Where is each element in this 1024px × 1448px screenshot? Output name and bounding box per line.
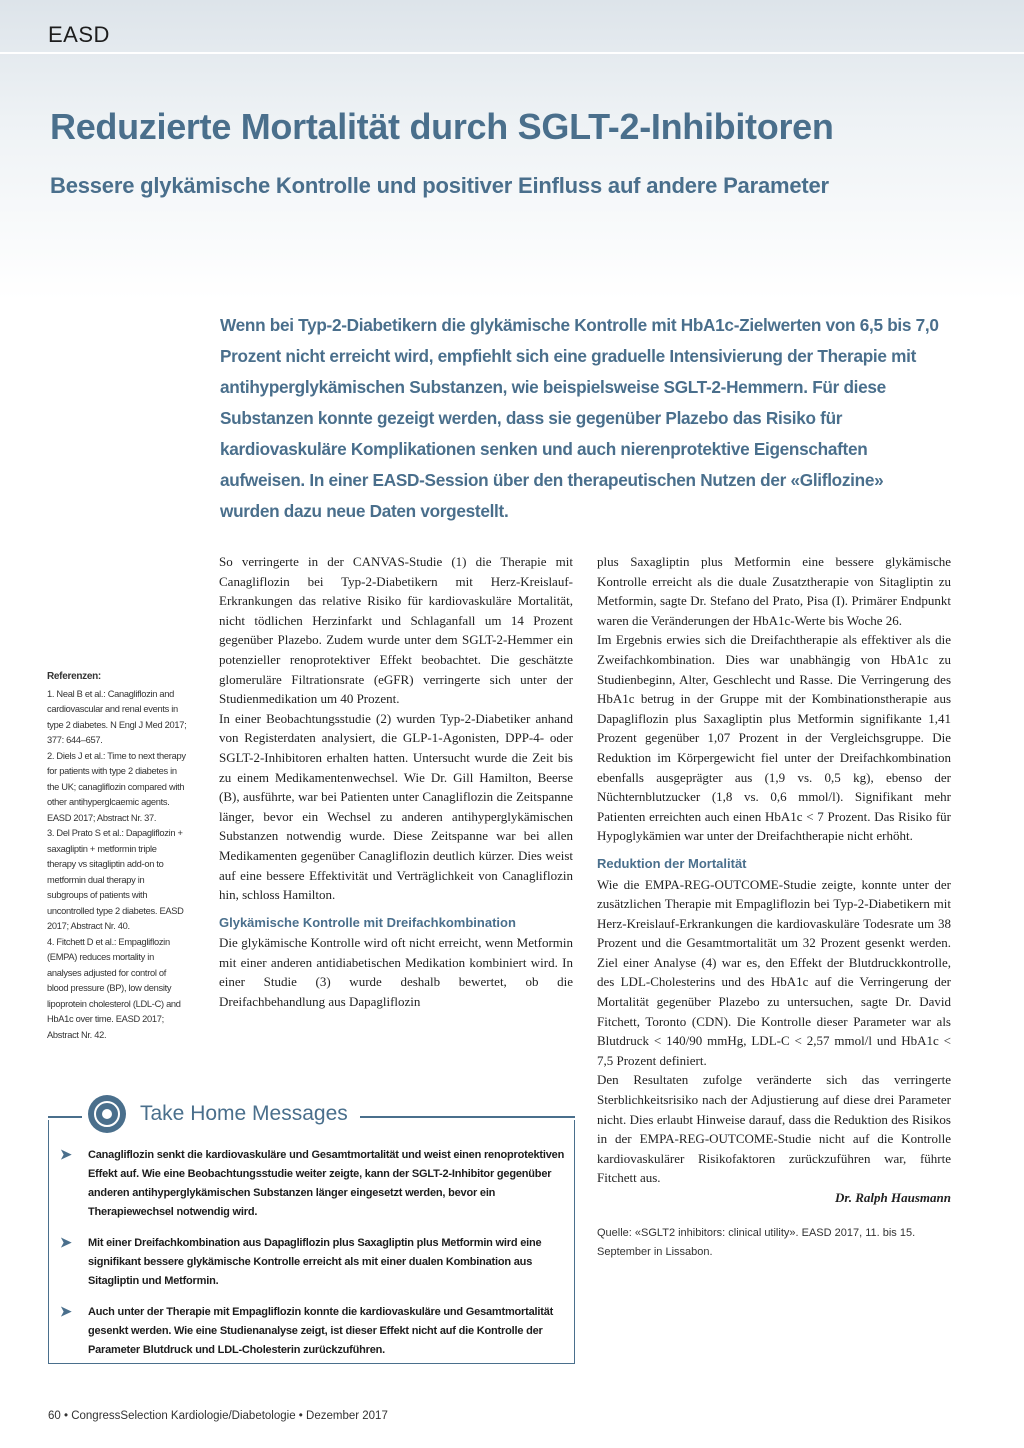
body-paragraph: Wie die EMPA-REG-OUTCOME-Studie zeigte, konnte unter der zusätzlichen Therapie mit Empagliflozin bei Typ-2-Diabetikern mit Herz-Kreislauf-Erkrankungen die kardiovaskuläre Todesrate um 38 Prozent und die Gesamtmortalität um 32 Prozent gesenkt werden. Ziel einer Analyse (4) war es, den Effekt der Blutdruckkontrolle, des LDL-Cholesterins und des HbA1c auf die Verringerung der Mortalität gegenüber Plazebo zu untersuchen, sagte Dr. David Fitchett, Toronto (CDN). Die Kontrolle dieser Parameter war als Blutdruck < 140/90 mmHg, LDL-C < 2,57 mmol/l und HbA1c < 7,5 Prozent definiert. — [597, 876, 951, 1068]
body-paragraph: plus Saxagliptin plus Metformin eine bessere glykämische Kontrolle erreicht als die duale Zusatztherapie von Sitagliptin zu Metformin, sagte Dr. Stefano del Prato, Pisa (I). Primärer Endpunkt waren die Veränderungen der HbA1c-Werte bis Woche 26. — [597, 554, 951, 628]
body-paragraph: So verringerte in der CANVAS-Studie (1) die Therapie mit Canagliflozin bei Typ-2-Diabetikern mit Herz-Kreislauf-Erkrankungen das relative Risiko für kardiovaskuläre Mortalität, nicht tödlichen Herzinfarkt und Schlaganfall um 14 Prozent gegenüber Plazebo. Zudem wurde unter dem SGLT-2-Hemmer ein potenzieller renoprotektiver Effekt beobachtet. Die geschätzte glomeruläre Filtrationsrate (eGFR) verringerte sich unter der Studienmedikation um 40 Prozent. — [219, 554, 573, 707]
body-paragraph: Im Ergebnis erwies sich die Dreifachtherapie als effektiver als die Zweifachkombination. Dies war unabhängig von HbA1c zu Studienbeginn, Alter, Geschlecht und Rasse. Die Verringerung des HbA1c betrug in der Gruppe mit der Kombinationstherapie aus Dapagliflozin plus Saxagliptin plus Metformin signifikante 1,41 Prozent gegenüber 1,07 Prozent in der Vergleichsgruppe. Die Reduktion im Körpergewicht fiel unter der Dreifachkombination ebenfalls ausgeprägter aus (1,9 vs. 0,5 kg), ebenso der Nüchternblutzucker (1,8 vs. 0,6 mmol/l). Signifikant mehr Patienten erreichten auch einen HbA1c < 7 Prozent. Das Risiko für Hypoglykämien war unter der Dreifachtherapie nicht erhöht. — [597, 632, 951, 844]
take-home-list — [60, 1146, 570, 1372]
body-paragraph: In einer Beobachtungsstudie (2) wurden Typ-2-Diabetiker anhand von Registerdaten analysiert, die GLP-1-Agonisten, DPP-4- oder SGLT-2-Inhibitoren erhalten hatten. Untersucht wurde die Zeit bis zu einem Medikamentenwechsel. Wie Dr. Gill Hamilton, Beerse (B), ausführte, war bei Patienten unter Canagliflozin die Zeitspanne länger, bevor ein Wechsel zu anderen antihyperglykämischen Substanzen notwendig wurde. Diese Zeitspanne war bei allen Medikamenten gegenüber Canagliflozin deutlich kürzer. Dies weist auf eine bessere Effektivität und Verträglichkeit von Canagliflozin hin, schloss Hamilton. — [219, 710, 573, 903]
section-label: EASD — [48, 22, 110, 47]
take-home-text: Auch unter der Therapie mit Empagliflozin konnte die kardiovaskuläre und Gesamtmortalität gesenkt werden. Wie eine Studienanalyse zeigt, ist dieser Effekt nicht auf die Kontrolle der Parameter Blutdruck und LDL-Cholesterin zurückzuführen. — [88, 1306, 554, 1356]
take-home-rule-left — [48, 1116, 82, 1118]
source-note: Quelle: «SGLT2 inhibitors: clinical utility». EASD 2017, 11. bis 15. September in Lissabon. — [597, 1226, 916, 1258]
take-home-text: Mit einer Dreifachkombination aus Dapagliflozin plus Saxagliptin plus Metformin wird eine signifikant bessere glykämische Kontrolle erreicht als mit einer dualen Kombination aus Sitagliptin und Metformin. — [88, 1237, 542, 1287]
body-paragraph: Den Resultaten zufolge veränderte sich das verringerte Sterblichkeitsrisiko nach der Adjustierung auf diese drei Parameter nicht. Dies erlaubt Hinweise darauf, dass die Reduktion des Risikos in der EMPA-REG-OUTCOME-Studie nicht auf die Kontrolle kardiovaskulärer Risikofaktoren zurückzuführen war, führte Fitchett aus. — [597, 1072, 951, 1186]
page-footer: 60 • CongressSelection Kardiologie/Diabetologie • Dezember 2017 — [48, 1410, 388, 1422]
arrow-bullet-icon: ➤ — [60, 1146, 72, 1162]
take-home-text: Canagliflozin senkt die kardiovaskuläre und Gesamtmortalität und weist einen renoprotektiven Effekt auf. Wie eine Beobachtungsstudie weiter zeigte, kann der SGLT-2-Inhibitor gegenüber anderen antihyperglykämischen Substanzen länger eingesetzt werden, bevor ein Therapiewechsel notwendig wird. — [88, 1149, 565, 1218]
reference-item: 4. Fitchett D et al.: Empagliflozin (EMPA) reduces mortality in analyses adjusted for control of blood pressure (BP), low density lipoprotein cholesterol (LDL-C) and HbA1c over time. EASD 2017; Abstract Nr. 42. — [47, 936, 181, 1040]
article-subtitle: Bessere glykämische Kontrolle und positiver Einfluss auf andere Parameter — [50, 173, 829, 198]
references — [47, 669, 187, 1043]
body-column-1 — [219, 552, 573, 1012]
header-background — [0, 0, 1024, 300]
article-title: Reduzierte Mortalität durch SGLT-2-Inhibitoren — [50, 106, 834, 147]
take-home-item — [60, 1303, 570, 1360]
body-paragraph: Die glykämische Kontrolle wird oft nicht erreicht, wenn Metformin mit einer anderen antidiabetischen Medikation kombiniert wird. In einer Studie (3) wurde deshalb bewertet, ob die Dreifachbehandlung aus Dapagliflozin — [219, 935, 573, 1010]
take-home-title: Take Home Messages — [140, 1102, 348, 1125]
reference-item: 3. Del Prato S et al.: Dapagliflozin + saxagliptin + metformin triple therapy vs sitagliptin add-on to metformin dual therapy in subgroups of patients with uncontrolled type 2 diabetes. EASD 2017; Abstract Nr. 40. — [47, 828, 184, 931]
references-heading: Referenzen: — [47, 671, 101, 682]
reference-item: 2. Diels J et al.: Time to next therapy for patients with type 2 diabetes in the UK; canagliflozin compared with other antihyperglcaemic agents. EASD 2017; Abstract Nr. 37. — [47, 750, 186, 823]
arrow-bullet-icon: ➤ — [60, 1234, 72, 1250]
reference-item: 1. Neal B et al.: Canagliflozin and cardiovascular and renal events in type 2 diabetes. N Engl J Med 2017; 377: 644–657. — [47, 688, 187, 745]
take-home-rule-right — [360, 1116, 575, 1118]
take-home-item — [60, 1146, 570, 1222]
arrow-bullet-icon: ➤ — [60, 1303, 72, 1319]
body-column-2 — [597, 552, 951, 1262]
author-signature: Dr. Ralph Hausmann — [835, 1190, 951, 1205]
section-heading: Reduktion der Mortalität — [597, 855, 747, 871]
lead-paragraph: Wenn bei Typ-2-Diabetikern die glykämische Kontrolle mit HbA1c-Zielwerten von 6,5 bis 7,0 Prozent nicht erreicht wird, empfiehlt sich eine graduelle Intensivierung der Therapie mit antihyperglykämischen Substanzen, wie beispielsweise SGLT-2-Hemmern. Für diese Substanzen konnte gezeigt werden, dass sie gegenüber Plazebo das Risiko für kardiovaskuläre Komplikationen senken und auch nierenprotektive Eigenschaften aufweisen. In einer EASD-Session über den therapeutischen Nutzen der «Gliflozine» wurden dazu neue Daten vorgestellt. — [220, 315, 939, 521]
take-home-item — [60, 1234, 570, 1291]
section-heading: Glykämische Kontrolle mit Dreifachkombination — [219, 914, 516, 930]
header-rule — [0, 52, 1024, 54]
